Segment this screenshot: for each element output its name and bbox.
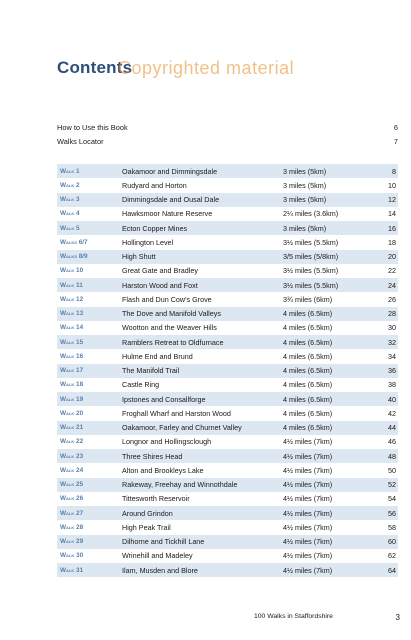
walk-distance: 4½ miles (7km) — [283, 437, 333, 447]
walk-name: Dilhorne and Tickhill Lane — [122, 537, 205, 547]
entry-page: 6 — [393, 123, 398, 132]
walk-row[interactable] — [57, 364, 398, 378]
walk-number: Walk 24 — [60, 466, 84, 474]
walk-name: Ilam, Musden and Blore — [122, 565, 198, 575]
walk-row[interactable] — [57, 421, 398, 435]
walk-page: 56 — [388, 508, 396, 518]
walk-number: Walk 18 — [60, 381, 84, 389]
walk-name: Around Grindon — [122, 508, 173, 518]
walk-name: Dimmingsdale and Ousal Dale — [122, 195, 220, 205]
walk-name: Froghall Wharf and Harston Wood — [122, 408, 231, 418]
walk-page: 36 — [388, 366, 396, 376]
walk-page: 14 — [388, 209, 396, 219]
walk-row[interactable] — [57, 378, 398, 392]
walk-page: 20 — [388, 252, 396, 262]
walk-page: 28 — [388, 309, 396, 319]
walk-page: 60 — [388, 537, 396, 547]
walk-name: Wootton and the Weaver Hills — [122, 323, 217, 333]
walk-page: 42 — [388, 408, 396, 418]
walk-distance: 4 miles (6.5km) — [283, 323, 333, 333]
walk-name: Alton and Brookleys Lake — [122, 465, 204, 475]
front-matter-entry[interactable] — [57, 137, 398, 146]
walk-number: Walk 21 — [60, 424, 84, 432]
walk-distance: 3 miles (5km) — [283, 166, 327, 176]
walk-number: Walk 20 — [60, 409, 84, 417]
walk-number: Walk 14 — [60, 324, 84, 332]
walk-distance: 4½ miles (7km) — [283, 465, 333, 475]
walk-number: Walk 12 — [60, 295, 84, 303]
walk-distance: 4 miles (6.5km) — [283, 337, 333, 347]
walk-number: Walk 26 — [60, 495, 84, 503]
walk-page: 18 — [388, 237, 396, 247]
walk-distance: 3/5 miles (5/8km) — [283, 252, 339, 262]
contents-heading: Contents — [57, 58, 133, 77]
walk-name: Hawksmoor Nature Reserve — [122, 209, 213, 219]
walk-name: Castle Ring — [122, 380, 160, 390]
walk-page: 54 — [388, 494, 396, 504]
walk-row[interactable] — [57, 307, 398, 321]
walk-name: Three Shires Head — [122, 451, 183, 461]
walk-row[interactable] — [57, 264, 398, 278]
walk-row[interactable] — [57, 321, 398, 335]
walk-number: Walk 23 — [60, 452, 84, 460]
walk-name: Wrinehill and Madeley — [122, 551, 193, 561]
walk-name: Great Gate and Bradley — [122, 266, 198, 276]
walk-number: Walk 29 — [60, 538, 84, 546]
walk-distance: 3 miles (5km) — [283, 223, 327, 233]
walk-name: High Shutt — [122, 252, 156, 262]
book-title: 100 Walks in Staffordshire — [254, 613, 333, 620]
walk-row[interactable] — [57, 563, 398, 577]
walk-number: Walk 16 — [60, 352, 84, 360]
walk-distance: 3½ miles (5.5km) — [283, 237, 339, 247]
walk-page: 64 — [388, 565, 396, 575]
walk-row[interactable] — [57, 549, 398, 563]
walk-number: Walk 4 — [60, 210, 80, 218]
walk-distance: 4½ miles (7km) — [283, 551, 333, 561]
walk-name: Harston Wood and Foxt — [122, 280, 198, 290]
walk-name: Flash and Dun Cow's Grove — [122, 294, 212, 304]
walk-page: 12 — [388, 195, 396, 205]
walk-page: 16 — [388, 223, 396, 233]
walk-distance: 4 miles (6.5km) — [283, 394, 333, 404]
walk-distance: 4½ miles (7km) — [283, 522, 333, 532]
walk-name: The Dove and Manifold Valleys — [122, 309, 221, 319]
walk-distance: 3½ miles (5.5km) — [283, 280, 339, 290]
walk-number: Walk 5 — [60, 224, 80, 232]
walk-row[interactable] — [57, 535, 398, 549]
walk-row[interactable] — [57, 349, 398, 363]
walk-distance: 4 miles (6.5km) — [283, 309, 333, 319]
walk-page: 8 — [392, 166, 396, 176]
walk-page: 58 — [388, 522, 396, 532]
walk-row[interactable] — [57, 392, 398, 406]
walk-row[interactable] — [57, 193, 398, 207]
watermark: Copyrighted material — [118, 58, 295, 78]
walk-page: 46 — [388, 437, 396, 447]
walk-distance: 4 miles (6.5km) — [283, 351, 333, 361]
walk-distance: 4½ miles (7km) — [283, 537, 333, 547]
walk-page: 10 — [388, 180, 396, 190]
walk-number: Walk 15 — [60, 338, 84, 346]
walk-number: Walk 13 — [60, 310, 84, 318]
walk-row[interactable] — [57, 235, 398, 249]
entry-label: Walks Locator — [57, 137, 104, 146]
walk-name: Longnor and Hollingsclough — [122, 437, 212, 447]
walk-distance: 4½ miles (7km) — [283, 508, 333, 518]
walk-name: High Peak Trail — [122, 522, 171, 532]
walk-row[interactable] — [57, 178, 398, 192]
walk-page: 48 — [388, 451, 396, 461]
walk-number: Walks 6/7 — [60, 238, 88, 246]
walk-number: Walks 8/9 — [60, 253, 88, 261]
walk-distance: 4½ miles (7km) — [283, 480, 333, 490]
walk-page: 62 — [388, 551, 396, 561]
walk-number: Walk 11 — [60, 281, 83, 289]
walk-name: Rakeway, Freehay and Winnothdale — [122, 480, 238, 490]
walk-row[interactable] — [57, 506, 398, 520]
walk-row[interactable] — [57, 164, 398, 178]
walk-distance: 4 miles (6.5km) — [283, 380, 333, 390]
walk-page: 22 — [388, 266, 396, 276]
walk-page: 32 — [388, 337, 396, 347]
walk-distance: 3 miles (5km) — [283, 180, 327, 190]
walk-page: 30 — [388, 323, 396, 333]
walk-number: Walk 25 — [60, 481, 84, 489]
walk-page: 34 — [388, 351, 396, 361]
walk-row[interactable] — [57, 435, 398, 449]
walk-number: Walk 17 — [60, 367, 84, 375]
walk-distance: 4½ miles (7km) — [283, 494, 333, 504]
walk-number: Walk 1 — [60, 167, 80, 175]
walk-row[interactable] — [57, 406, 398, 420]
walk-page: 26 — [388, 294, 396, 304]
walk-name: Hollington Level — [122, 237, 174, 247]
walk-number: Walk 30 — [60, 552, 84, 560]
walk-name: The Manifold Trail — [122, 366, 180, 376]
walk-page: 50 — [388, 465, 396, 475]
walk-number: Walk 10 — [60, 267, 84, 275]
walk-name: Ecton Copper Mines — [122, 223, 188, 233]
entry-page: 7 — [393, 137, 398, 146]
walk-row[interactable] — [57, 463, 398, 477]
walk-name: Oakamoor and Dimmingsdale — [122, 166, 218, 176]
walk-distance: 3 miles (5km) — [283, 195, 327, 205]
walk-name: Rudyard and Horton — [122, 180, 187, 190]
walk-name: Ramblers Retreat to Oldfurnace — [122, 337, 224, 347]
walk-row[interactable] — [57, 478, 398, 492]
walk-page: 40 — [388, 394, 396, 404]
walks-table — [57, 164, 398, 577]
walk-number: Walk 19 — [60, 395, 84, 403]
walk-number: Walk 22 — [60, 438, 84, 446]
walk-row[interactable] — [57, 292, 398, 306]
walks-table-body — [57, 164, 398, 577]
walk-distance: 4 miles (6.5km) — [283, 408, 333, 418]
page-footer — [254, 613, 400, 622]
walk-distance: 3¾ miles (6km) — [283, 294, 333, 304]
walk-name: Tittesworth Reservoir — [122, 494, 190, 504]
walk-number: Walk 28 — [60, 523, 84, 531]
walk-name: Oakamoor, Farley and Churnet Valley — [122, 423, 242, 433]
walk-number: Walk 2 — [60, 181, 80, 189]
walk-name: Hulme End and Brund — [122, 351, 193, 361]
walk-row[interactable] — [57, 520, 398, 534]
walk-number: Walk 31 — [60, 566, 84, 574]
walk-page: 44 — [388, 423, 396, 433]
walk-distance: 4½ miles (7km) — [283, 565, 333, 575]
walk-distance: 2¼ miles (3.6km) — [283, 209, 339, 219]
walk-distance: 4½ miles (7km) — [283, 451, 333, 461]
entry-label: How to Use this Book — [57, 123, 128, 132]
walk-row[interactable] — [57, 335, 398, 349]
walk-row[interactable] — [57, 221, 398, 235]
walk-distance: 4 miles (6.5km) — [283, 366, 333, 376]
walk-distance: 3½ miles (5.5km) — [283, 266, 339, 276]
walk-page: 24 — [388, 280, 396, 290]
walk-number: Walk 27 — [60, 509, 84, 517]
walk-page: 38 — [388, 380, 396, 390]
walk-row[interactable] — [57, 278, 398, 292]
walk-row[interactable] — [57, 492, 398, 506]
walk-row[interactable] — [57, 449, 398, 463]
walk-row[interactable] — [57, 207, 398, 221]
walk-number: Walk 3 — [60, 196, 80, 204]
walk-name: Ipstones and Consallforge — [122, 394, 206, 404]
walk-distance: 4 miles (6.5km) — [283, 423, 333, 433]
page-number: 3 — [395, 613, 400, 622]
walk-page: 52 — [388, 480, 396, 490]
front-matter-entry[interactable] — [57, 123, 398, 132]
walk-row[interactable] — [57, 250, 398, 264]
